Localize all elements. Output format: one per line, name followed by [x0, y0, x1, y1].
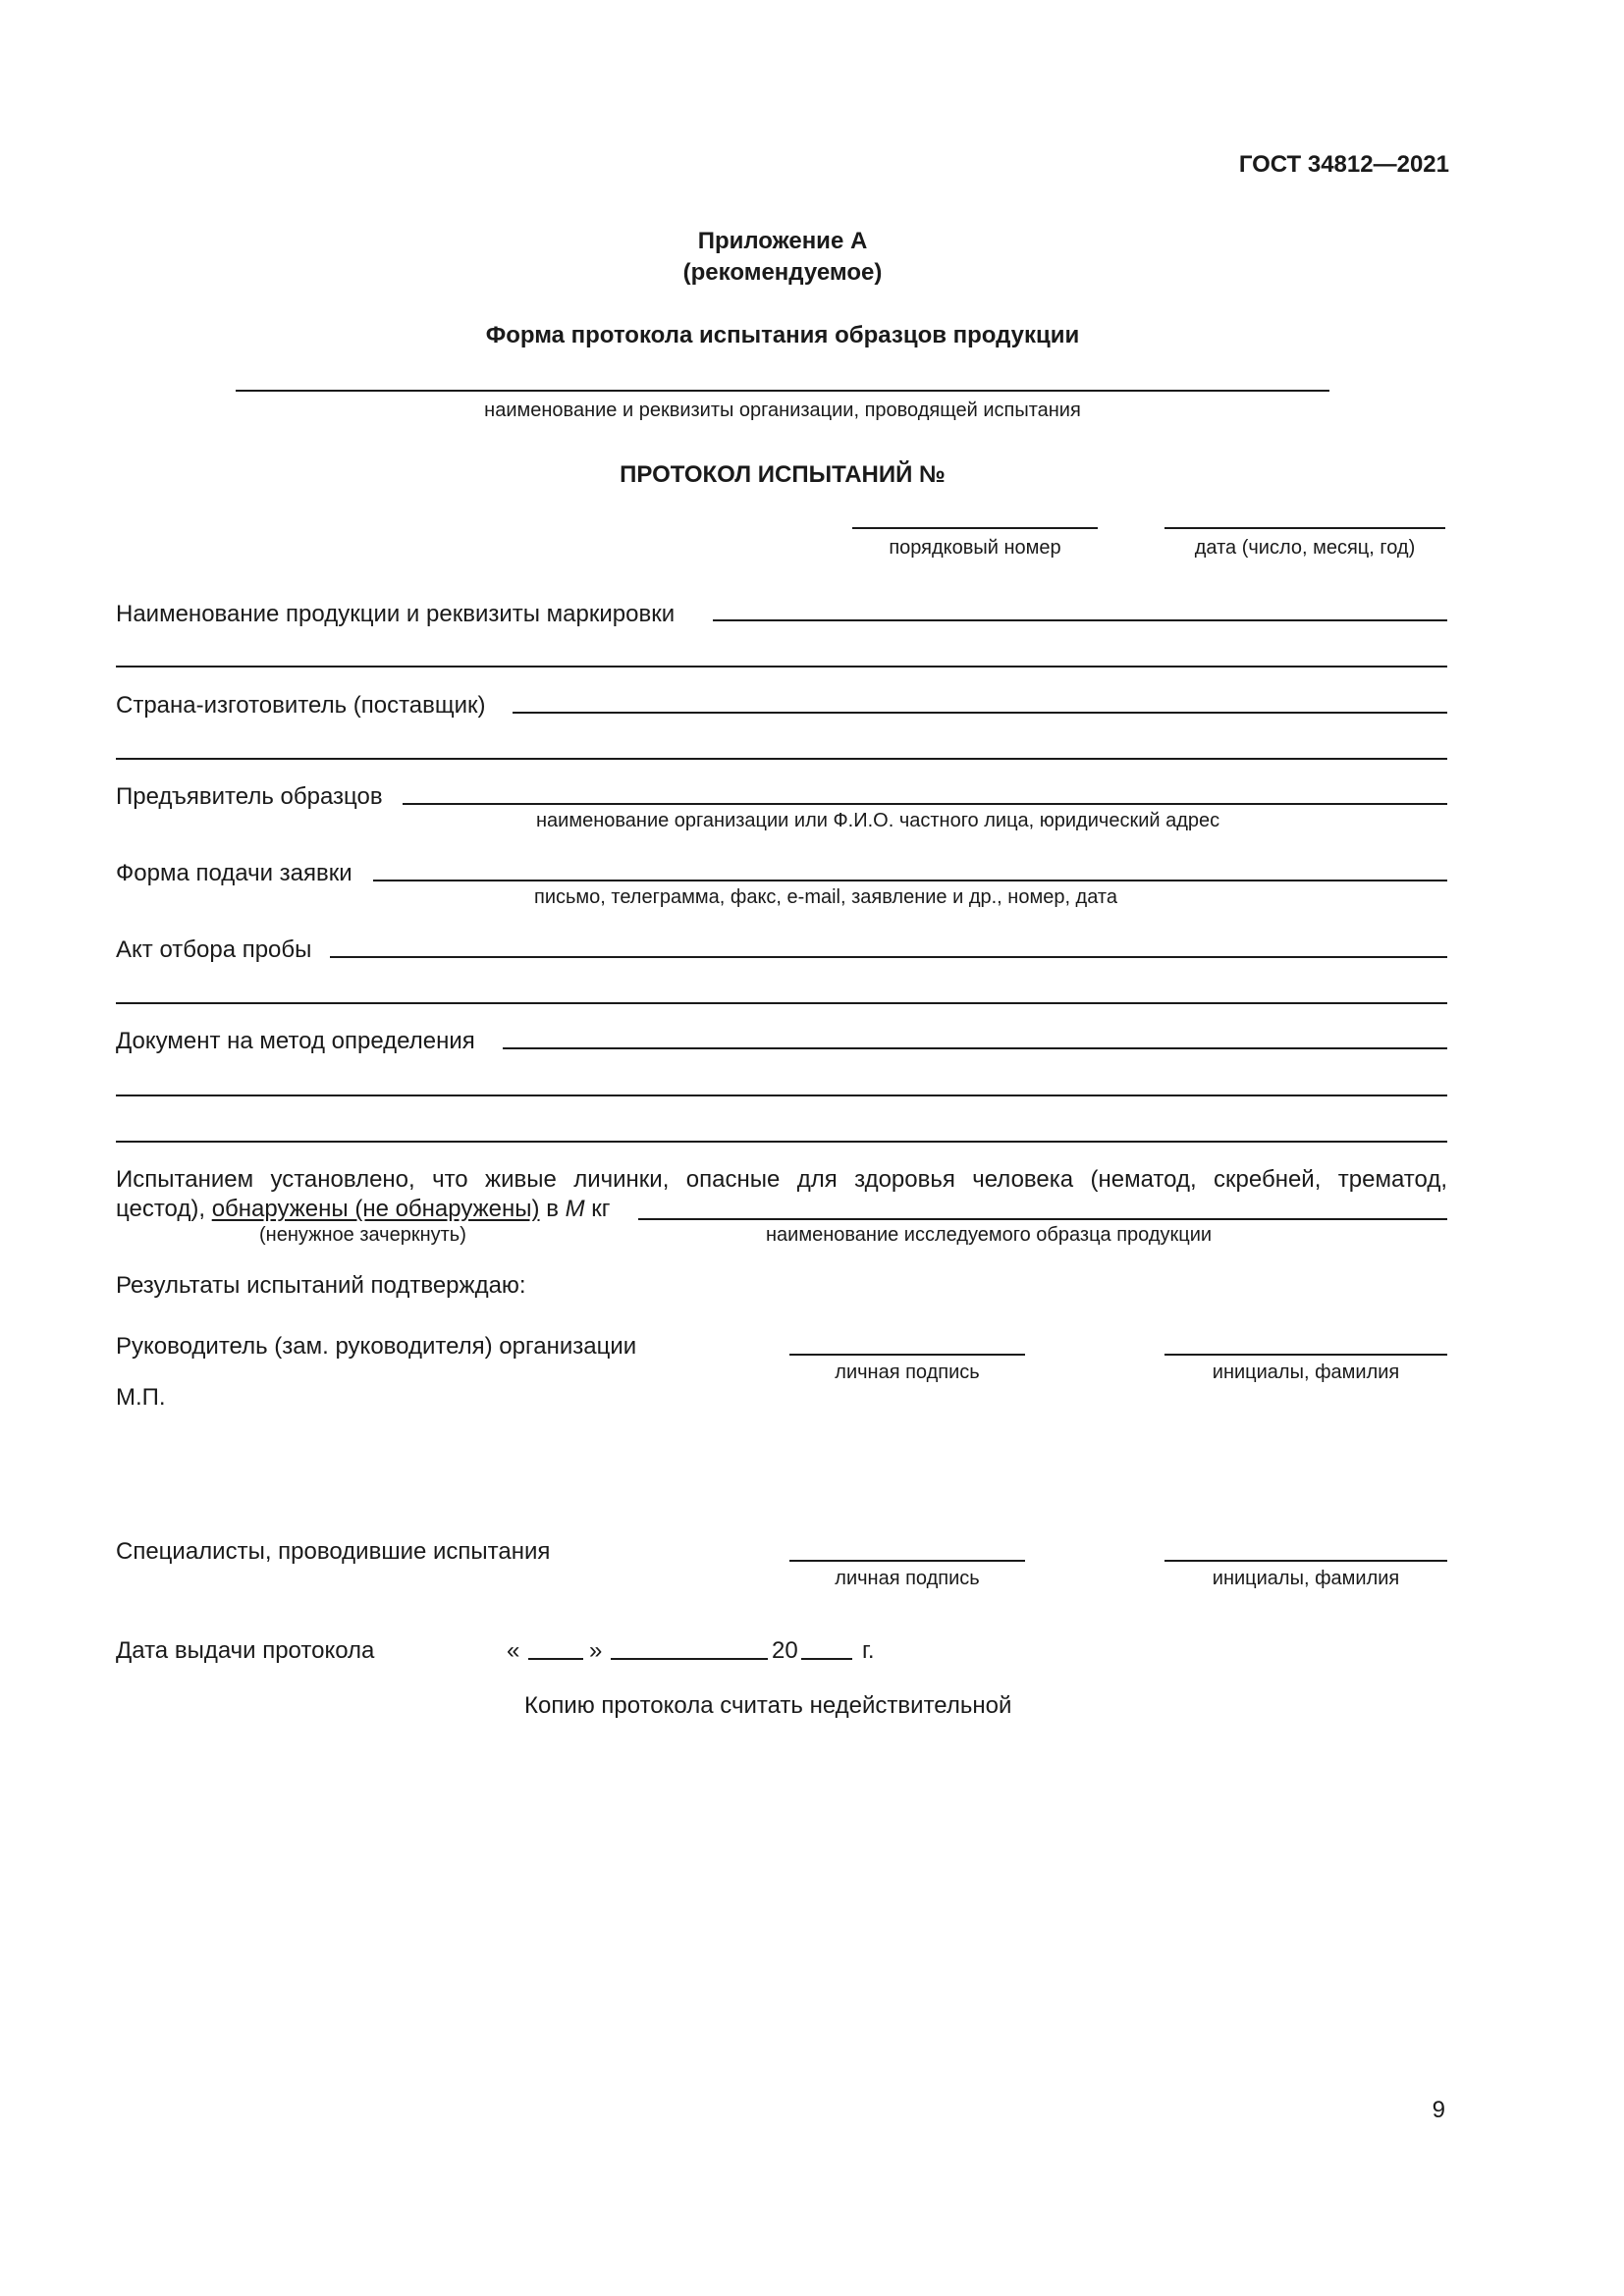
sampling-act-line-2	[116, 1002, 1447, 1004]
issue-open-quote: «	[507, 1637, 520, 1664]
finding-line-1: Испытанием установлено, что живые личинки, опасные для здоровья человека (нематод, скребней, трематод,	[116, 1166, 1447, 1193]
applicant-label: Предъявитель образцов	[116, 783, 383, 810]
issue-day-line	[528, 1658, 583, 1660]
protocol-number-line	[852, 527, 1098, 529]
finding-sample-line	[638, 1218, 1447, 1220]
specialists-name-line	[1164, 1560, 1447, 1562]
page-number: 9	[1432, 2097, 1445, 2123]
specialists-signature-line	[789, 1560, 1025, 1562]
product-name-label: Наименование продукции и реквизиты маркировки	[116, 601, 676, 627]
applicant-caption: наименование организации или Ф.И.О. частного лица, юридический адрес	[536, 810, 1220, 831]
product-name-line-2	[116, 666, 1447, 667]
sample-caption: наименование исследуемого образца продукции	[766, 1224, 1213, 1246]
country-line	[513, 712, 1447, 714]
head-signature-caption: личная подпись	[835, 1362, 980, 1383]
copy-note: Копию протокола считать недействительной	[524, 1692, 1012, 1719]
finding-detected-options: обнаружены (не обнаружены)	[211, 1196, 540, 1222]
head-name-line	[1164, 1354, 1447, 1356]
application-form-label: Форма подачи заявки	[116, 860, 352, 886]
head-signature-line	[789, 1354, 1025, 1356]
finding-line-2	[116, 1196, 611, 1223]
country-line-2	[116, 758, 1447, 760]
protocol-date-line	[1164, 527, 1445, 529]
finding-unit: кг	[591, 1196, 611, 1222]
confirmation-text: Результаты испытаний подтверждаю:	[116, 1272, 526, 1299]
appendix-title: Приложение А	[697, 228, 868, 254]
issue-year-line	[801, 1658, 852, 1660]
strike-caption: (ненужное зачеркнуть)	[259, 1224, 466, 1246]
protocol-date-caption: дата (число, месяц, год)	[1194, 537, 1416, 559]
form-title: Форма протокола испытания образцов продукции	[485, 322, 1080, 348]
issue-date-label: Дата выдачи протокола	[116, 1637, 375, 1664]
method-document-line-2	[116, 1095, 1447, 1096]
finding-prefix: цестод),	[116, 1196, 206, 1222]
organization-line	[236, 390, 1329, 392]
head-name-caption: инициалы, фамилия	[1212, 1362, 1400, 1383]
issue-month-line	[611, 1658, 768, 1660]
seal-label: М.П.	[116, 1384, 166, 1411]
sampling-act-line	[330, 956, 1447, 958]
sampling-act-label: Акт отбора пробы	[116, 936, 312, 963]
appendix-status: (рекомендуемое)	[682, 259, 883, 286]
protocol-number-caption: порядковый номер	[889, 537, 1061, 559]
specialists-name-caption: инициалы, фамилия	[1212, 1568, 1400, 1589]
head-label: Руководитель (зам. руководителя) организации	[116, 1333, 637, 1360]
method-document-line-3	[116, 1141, 1447, 1143]
application-form-line	[373, 880, 1447, 881]
method-document-line	[503, 1047, 1447, 1049]
specialists-signature-caption: личная подпись	[835, 1568, 980, 1589]
issue-year-suffix: г.	[862, 1637, 875, 1664]
method-document-label: Документ на метод определения	[116, 1028, 475, 1054]
standard-number: ГОСТ 34812—2021	[1238, 151, 1449, 178]
application-form-caption: письмо, телеграмма, факс, e-mail, заявление и др., номер, дата	[534, 886, 1117, 908]
protocol-title: ПРОТОКОЛ ИСПЫТАНИЙ №	[620, 461, 946, 488]
organization-caption: наименование и реквизиты организации, проводящей испытания	[484, 400, 1081, 421]
product-name-line	[713, 619, 1447, 621]
applicant-line	[403, 803, 1447, 805]
issue-close-quote: »	[589, 1637, 603, 1664]
finding-mass-symbol: M	[565, 1196, 585, 1222]
country-label: Страна-изготовитель (поставщик)	[116, 692, 486, 719]
specialists-label: Специалисты, проводившие испытания	[116, 1538, 551, 1565]
issue-year-prefix: 20	[772, 1637, 798, 1664]
finding-in: в	[546, 1196, 559, 1222]
